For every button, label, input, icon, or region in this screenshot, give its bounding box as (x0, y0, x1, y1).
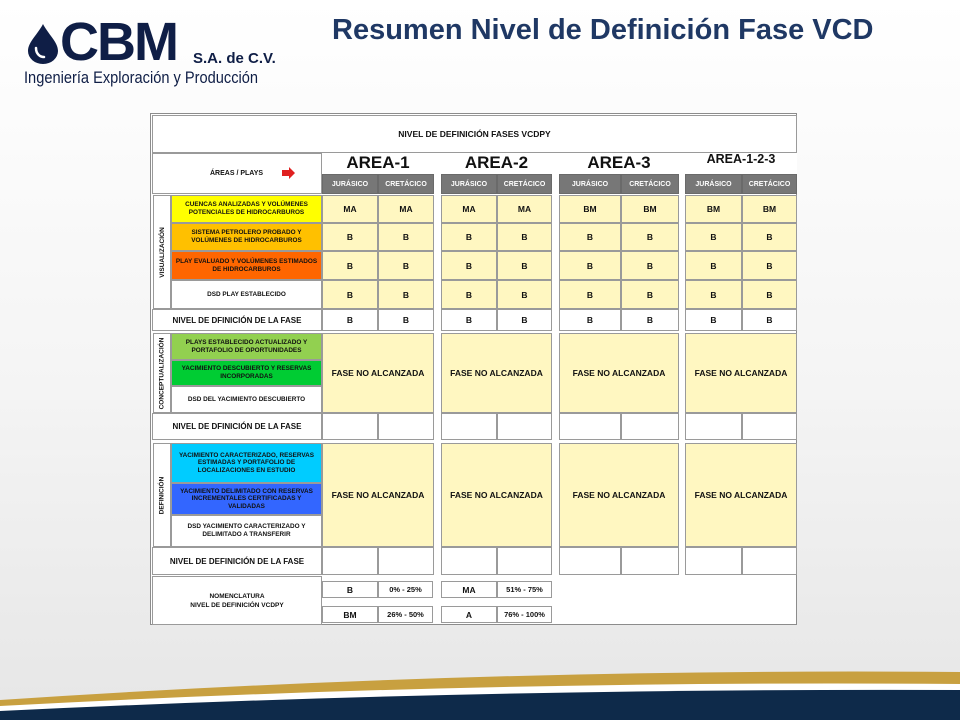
value-cell: B (559, 251, 621, 280)
area-label-4: AREA-1-2-3 (706, 152, 776, 166)
value-cell: B (322, 280, 378, 309)
phase-name: DEFINICIÓN (158, 476, 166, 514)
value-cell: B (559, 280, 621, 309)
level-value-cell (621, 547, 679, 575)
value-cell: B (497, 223, 552, 251)
phase-name: CONCEPTUALIZACIÓN (158, 337, 166, 409)
phase-label-definicion (153, 443, 171, 547)
phase-row-label: YACIMIENTO DESCUBIERTO Y RESERVAS INCORPORADAS (171, 360, 322, 386)
definition-table (150, 113, 797, 625)
level-value-cell (559, 413, 621, 440)
value-cell: MA (378, 195, 434, 223)
sub-header-cretacico: CRETÁCICO (378, 174, 434, 194)
level-value-cell: B (441, 309, 497, 331)
nomenclature-label (152, 576, 322, 625)
area-header-3 (559, 153, 679, 174)
level-value-cell: B (378, 309, 434, 331)
phase-status-cell: FASE NO ALCANZADA (685, 443, 797, 547)
value-cell: BM (685, 195, 742, 223)
level-value-cell (742, 413, 797, 440)
phase-status-cell: FASE NO ALCANZADA (441, 333, 552, 413)
sub-header-jurasico: JURÁSICO (559, 174, 621, 194)
value-cell: B (322, 223, 378, 251)
level-value-cell: B (497, 309, 552, 331)
nomenclature-range: 26% - 50% (378, 606, 433, 623)
value-cell: B (621, 280, 679, 309)
sub-header-cretacico: CRETÁCICO (497, 174, 552, 194)
logo-tagline: Ingeniería Exploración y Producción (24, 68, 259, 87)
level-value-cell (378, 547, 434, 575)
value-cell: B (685, 280, 742, 309)
phase-row-label: CUENCAS ANALIZADAS Y VOLÚMENES POTENCIALES DE HIDROCARBUROS (171, 195, 322, 223)
area-header-1 (322, 153, 434, 174)
sub-header-jurasico: JURÁSICO (685, 174, 742, 194)
phase-row-label: DSD YACIMIENTO CARACTERIZADO Y DELIMITADO A TRANSFERIR (171, 515, 322, 547)
value-cell: BM (621, 195, 679, 223)
areas-plays-label: ÁREAS / PLAYS (152, 153, 322, 194)
level-value-cell (685, 413, 742, 440)
value-cell: MA (441, 195, 497, 223)
phase-row-label: YACIMIENTO DELIMITADO CON RESERVAS INCREMENTALES CERTIFICADAS Y VALIDADAS (171, 483, 322, 515)
value-cell: B (441, 280, 497, 309)
value-cell: B (685, 223, 742, 251)
phase-row-label: PLAYS ESTABLECIDO ACTUALIZADO Y PORTAFOLIO DE OPORTUNIDADES (171, 333, 322, 360)
value-cell: B (497, 280, 552, 309)
value-cell: B (378, 280, 434, 309)
level-value-cell: B (621, 309, 679, 331)
level-value-cell: B (742, 309, 797, 331)
phase-row-label: YACIMIENTO CARACTERIZADO, RESERVAS ESTIMADAS Y PORTAFOLIO DE LOCALIZACIONES EN ESTUDIO (171, 443, 322, 483)
value-cell: MA (322, 195, 378, 223)
level-value-cell (497, 547, 552, 575)
value-cell: B (621, 251, 679, 280)
value-cell: B (742, 280, 797, 309)
value-cell: B (742, 223, 797, 251)
value-cell: B (621, 223, 679, 251)
value-cell: B (322, 251, 378, 280)
value-cell: BM (742, 195, 797, 223)
area-header-2 (441, 153, 552, 174)
value-cell: BM (559, 195, 621, 223)
nomenclature-subtitle: NIVEL DE DEFINICIÓN VCDPY (190, 601, 284, 609)
level-value-cell (742, 547, 797, 575)
phase-label-conceptualizacion (153, 333, 171, 413)
phase-level-label: NIVEL DE DEFINICIÓN DE LA FASE (152, 547, 322, 575)
level-value-cell (621, 413, 679, 440)
value-cell: B (559, 223, 621, 251)
value-cell: B (441, 251, 497, 280)
level-value-cell (441, 413, 497, 440)
logo-text: CBM (60, 12, 177, 72)
level-value-cell (497, 413, 552, 440)
phase-name: VISUALIZACIÓN (158, 226, 166, 278)
phase-level-label: NIVEL DE DFINICIÓN DE LA FASE (152, 309, 322, 331)
phase-status-cell: FASE NO ALCANZADA (685, 333, 797, 413)
area-label-2: AREA-2 (464, 153, 529, 172)
phase-level-label: NIVEL DE DFINICIÓN DE LA FASE (152, 413, 322, 440)
phase-row-label: PLAY EVALUADO Y VOLÚMENES ESTIMADOS DE HIDROCARBUROS (171, 251, 322, 280)
value-cell: B (742, 251, 797, 280)
level-value-cell (378, 413, 434, 440)
value-cell: B (685, 251, 742, 280)
level-value-cell (559, 547, 621, 575)
value-cell: B (441, 223, 497, 251)
level-value-cell (441, 547, 497, 575)
nomenclature-code: MA (441, 581, 497, 598)
nomenclature-code: B (322, 581, 378, 598)
nomenclature-range: 0% - 25% (378, 581, 433, 598)
level-value-cell (685, 547, 742, 575)
phase-status-cell: FASE NO ALCANZADA (559, 333, 679, 413)
phase-status-cell: FASE NO ALCANZADA (441, 443, 552, 547)
sub-header-cretacico: CRETÁCICO (742, 174, 797, 194)
logo-suffix: S.A. de C.V. (193, 50, 276, 67)
phase-row-label: DSD PLAY ESTABLECIDO (171, 280, 322, 309)
phase-row-label: SISTEMA PETROLERO PROBADO Y VOLÚMENES DE HIDROCARBUROS (171, 223, 322, 251)
level-value-cell: B (685, 309, 742, 331)
area-header-4 (685, 153, 797, 174)
value-cell: B (378, 223, 434, 251)
level-value-cell: B (559, 309, 621, 331)
slide-title: Resumen Nivel de Definición Fase VCD (332, 14, 874, 46)
level-value-cell (322, 413, 378, 440)
value-cell: B (378, 251, 434, 280)
sub-header-jurasico: JURÁSICO (441, 174, 497, 194)
nomenclature-code: A (441, 606, 497, 623)
sub-header-cretacico: CRETÁCICO (621, 174, 679, 194)
nomenclature-range: 51% - 75% (497, 581, 552, 598)
value-cell: B (497, 251, 552, 280)
level-value-cell: B (322, 309, 378, 331)
phase-status-cell: FASE NO ALCANZADA (559, 443, 679, 547)
phase-row-label: DSD DEL YACIMIENTO DESCUBIERTO (171, 386, 322, 413)
area-label-3: AREA-3 (587, 153, 651, 172)
phase-label-visualizacion (153, 195, 171, 309)
sub-header-jurasico: JURÁSICO (322, 174, 378, 194)
nomenclature-range: 76% - 100% (497, 606, 552, 623)
table-title: NIVEL DE DEFINICIÓN FASES VCDPY (152, 115, 797, 153)
nomenclature-title: NOMENCLATURA (209, 592, 265, 600)
nomenclature-code: BM (322, 606, 378, 623)
level-value-cell (322, 547, 378, 575)
drop-logo-icon (24, 22, 62, 64)
area-label-1: AREA-1 (346, 153, 410, 172)
value-cell: MA (497, 195, 552, 223)
red-arrow-icon (282, 167, 296, 179)
phase-status-cell: FASE NO ALCANZADA (322, 333, 434, 413)
phase-status-cell: FASE NO ALCANZADA (322, 443, 434, 547)
